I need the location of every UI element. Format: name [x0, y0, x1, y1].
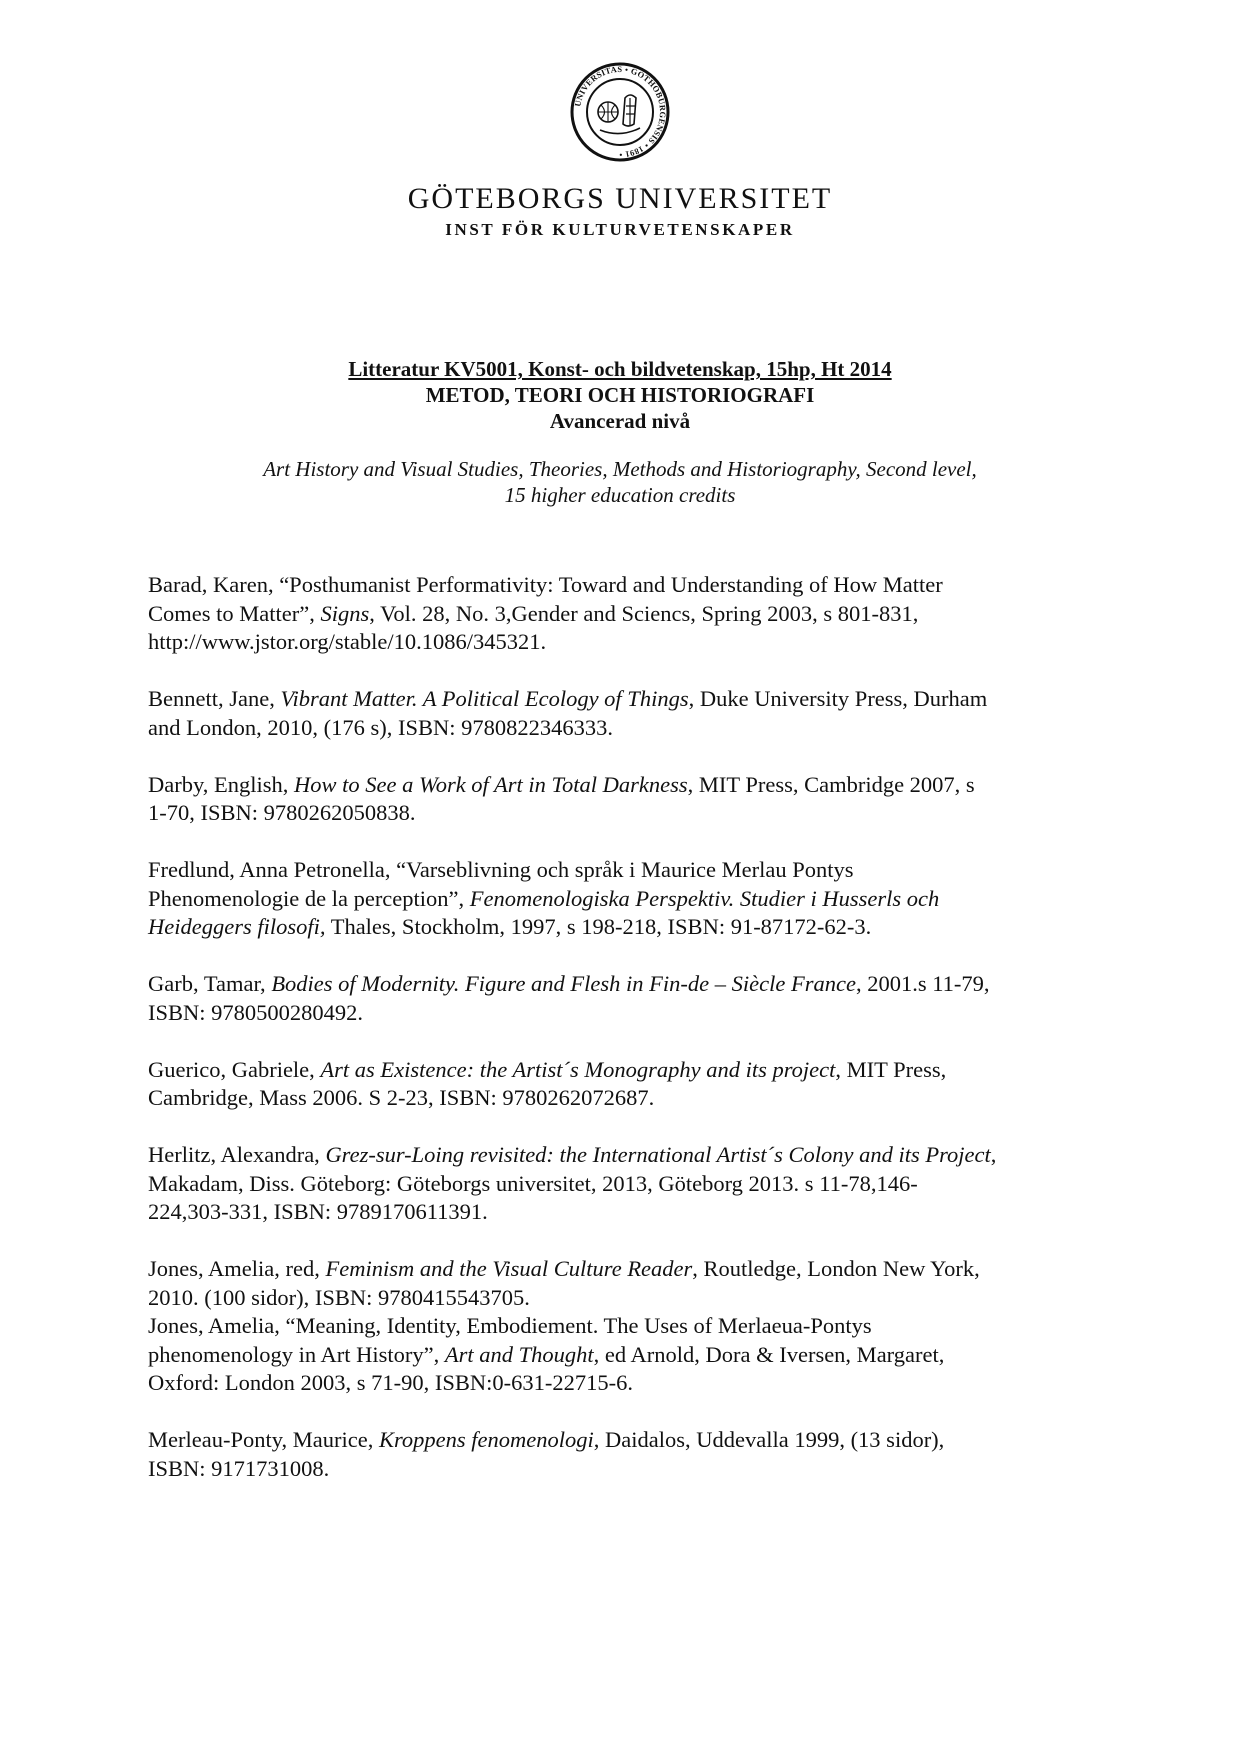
reference-entry: Barad, Karen, “Posthumanist Performativity: Toward and Understanding of How Matter Comes to Matter”, Signs, Vol. 28, No. 3,Gender and Sciencs, Spring 2003, s 801-831, http://www.jstor.org/stable/10.1086/345321. — [148, 572, 943, 654]
reference-entry: Jones, Amelia, red, Feminism and the Visual Culture Reader, Routledge, London New York, 2010. (100 sidor), ISBN: 9780415543705. — [148, 1256, 980, 1310]
course-subtitle: METOD, TEORI OCH HISTORIOGRAFI — [425, 383, 815, 407]
course-english-line-1: Art History and Visual Studies, Theories, Methods and Historiography, Second level, — [263, 457, 977, 481]
reference-entry: Jones, Amelia, “Meaning, Identity, Embodiement. The Uses of Merlaeua-Pontys phenomenology in Art History”, Art and Thought, ed Arnold, Dora & Iversen, Margaret, Oxford: London 2003, s 71-90, ISBN:0-631-22715-6. — [148, 1313, 945, 1395]
course-heading — [0, 356, 1240, 508]
reference-entry: Garb, Tamar, Bodies of Modernity. Figure and Flesh in Fin-de – Siècle France, 2001.s 11-79, ISBN: 9780500280492. — [148, 971, 990, 1025]
university-seal-logo — [570, 62, 670, 162]
reference-entry: Guerico, Gabriele, Art as Existence: the Artist´s Monography and its project, MIT Press, Cambridge, Mass 2006. S 2-23, ISBN: 9780262072687. — [148, 1056, 947, 1110]
reference-entry: Darby, English, How to See a Work of Art in Total Darkness, MIT Press, Cambridge 2007, s 1-70, ISBN: 9780262050838. — [148, 771, 975, 825]
course-english-title — [0, 456, 1240, 508]
reference-entry: Bennett, Jane, Vibrant Matter. A Political Ecology of Things, Duke University Press, Durham and London, 2010, (176 s), ISBN: 9780822346333. — [148, 686, 988, 740]
course-title: Litteratur KV5001, Konst- och bildvetenskap, 15hp, Ht 2014 — [348, 357, 892, 381]
department-name: INST FÖR KULTURVETENSKAPER — [445, 220, 795, 239]
svg-text:UNIVERSITAS • GOTHOBURGENSIS •: UNIVERSITAS • GOTHOBURGENSIS • 1891 • — [573, 64, 668, 160]
university-name: GÖTEBORGS UNIVERSITET — [407, 182, 833, 215]
reference-entry: Herlitz, Alexandra, Grez-sur-Loing revisited: the International Artist´s Colony and its Project, Makadam, Diss. Göteborg: Göteborgs universitet, 2013, Göteborg 2013. s 11-78,146-224,303-331, ISBN: 9789170611391. — [148, 1142, 997, 1224]
course-english-line-2: 15 higher education credits — [504, 483, 736, 507]
letterhead — [0, 62, 1240, 242]
course-level: Avancerad nivå — [549, 409, 691, 433]
reference-list — [148, 571, 998, 1512]
reference-entry: Merleau-Ponty, Maurice, Kroppens fenomenologi, Daidalos, Uddevalla 1999, (13 sidor), ISBN: 9171731008. — [148, 1427, 945, 1481]
reference-entry: Fredlund, Anna Petronella, “Varseblivning och språk i Maurice Merlau Pontys Phenomenologie de la perception”, Fenomenologiska Perspektiv. Studier i Husserls och Heideggers filosofi, Thales, Stockholm, 1997, s 198-218, ISBN: 91-87172-62-3. — [148, 857, 940, 939]
